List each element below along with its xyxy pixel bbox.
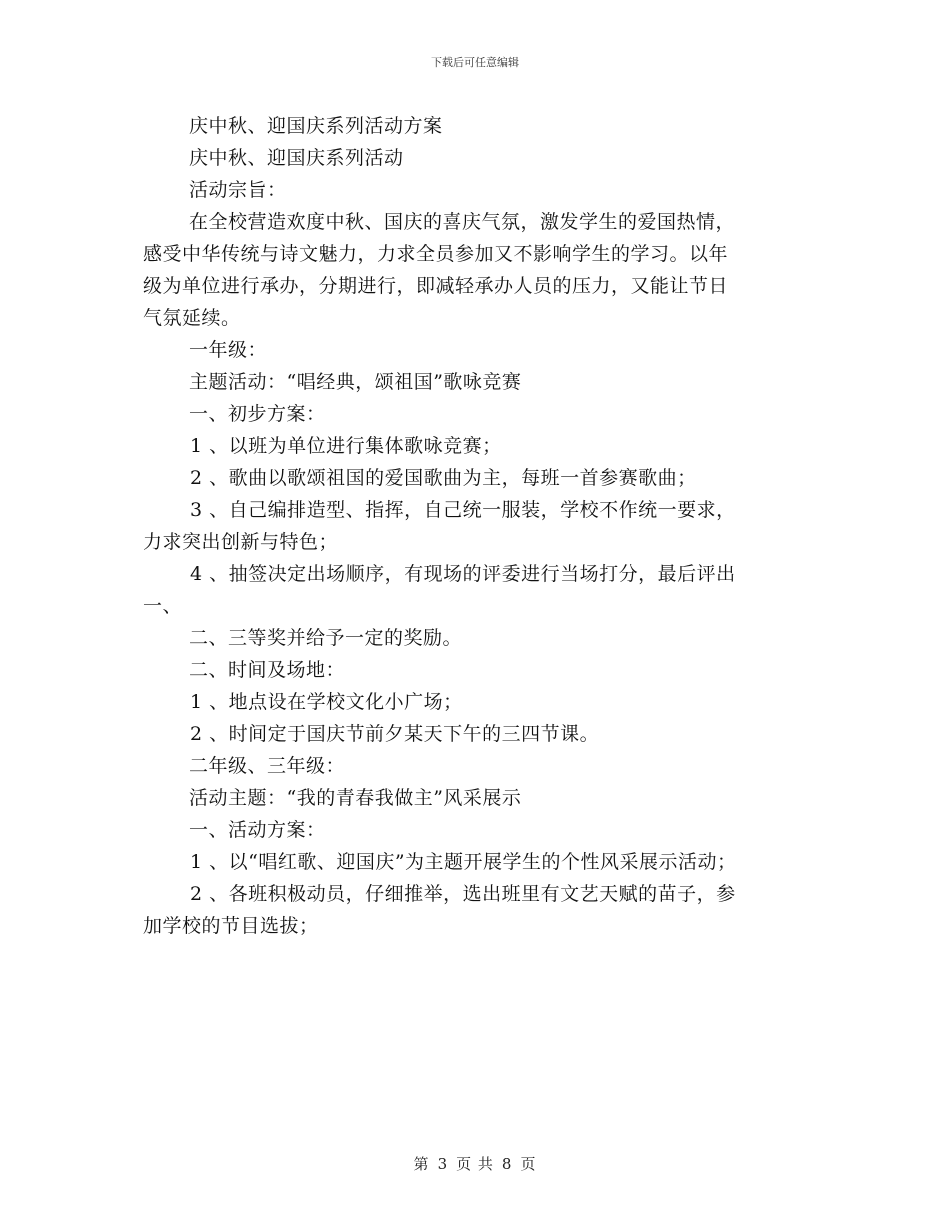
purpose-line-2: 感受中华传统与诗文魅力，力求全员参加又不影响学生的学习。以年 — [143, 243, 729, 265]
grade1-time-heading: 二、时间及场地： — [189, 659, 346, 681]
grade1-item-4b: 一、 — [143, 595, 183, 617]
grade1-heading: 一年级： — [189, 339, 268, 361]
document-subtitle: 庆中秋、迎国庆系列活动 — [189, 147, 404, 169]
footer-current-page: 3 — [437, 1155, 449, 1173]
grade1-item-2: 2 、歌曲以歌颂祖国的爱国歌曲为主，每班一首参赛歌曲； — [190, 467, 697, 489]
grade1-time-1: 1 、地点设在学校文化小广场； — [190, 691, 463, 713]
footer-total-pages: 8 — [501, 1155, 513, 1173]
grade1-item-3a: 3 、自己编排造型、指挥，自己统一服装，学校不作统一要求， — [190, 499, 736, 521]
page-footer — [0, 1153, 950, 1174]
purpose-line-1: 在全校营造欢度中秋、国庆的喜庆气氛，激发学生的爱国热情， — [189, 211, 736, 233]
grade1-item-1: 1 、以班为单位进行集体歌咏竞赛； — [190, 435, 502, 457]
grade1-award: 二、三等奖并给予一定的奖励。 — [189, 627, 463, 649]
grade1-plan-heading: 一、初步方案： — [189, 403, 326, 425]
grade23-item-2a: 2 、各班积极动员，仔细推举，选出班里有文艺天赋的苗子，参 — [190, 883, 736, 905]
grade23-item-1: 1 、以“唱红歌、迎国庆”为主题开展学生的个性风采展示活动； — [190, 851, 737, 873]
footer-middle: 页 共 — [456, 1155, 494, 1173]
grade23-theme: 活动主题：“我的青春我做主”风采展示 — [189, 787, 522, 809]
grade1-time-2: 2 、时间定于国庆节前夕某天下午的三四节课。 — [190, 723, 600, 745]
purpose-line-4: 气氛延续。 — [143, 307, 241, 329]
grade1-theme: 主题活动：“唱经典，颂祖国”歌咏竞赛 — [189, 371, 522, 393]
grade23-item-2b: 加学校的节目选拔； — [143, 915, 319, 937]
purpose-line-3: 级为单位进行承办，分期进行，即减轻承办人员的压力，又能让节日 — [143, 275, 729, 297]
document-title: 庆中秋、迎国庆系列活动方案 — [189, 115, 443, 137]
footer-prefix: 第 — [413, 1155, 430, 1173]
grade23-plan-heading: 一、活动方案： — [189, 819, 326, 841]
purpose-heading: 活动宗旨： — [189, 179, 287, 201]
footer-suffix: 页 — [520, 1155, 537, 1173]
grade23-heading: 二年级、三年级： — [189, 755, 346, 777]
grade1-item-4a: 4 、抽签决定出场顺序，有现场的评委进行当场打分，最后评出 — [190, 563, 736, 585]
page-header: 下载后可任意编辑 — [431, 56, 519, 69]
grade1-item-3b: 力求突出创新与特色； — [143, 531, 339, 553]
document-body — [143, 110, 813, 942]
